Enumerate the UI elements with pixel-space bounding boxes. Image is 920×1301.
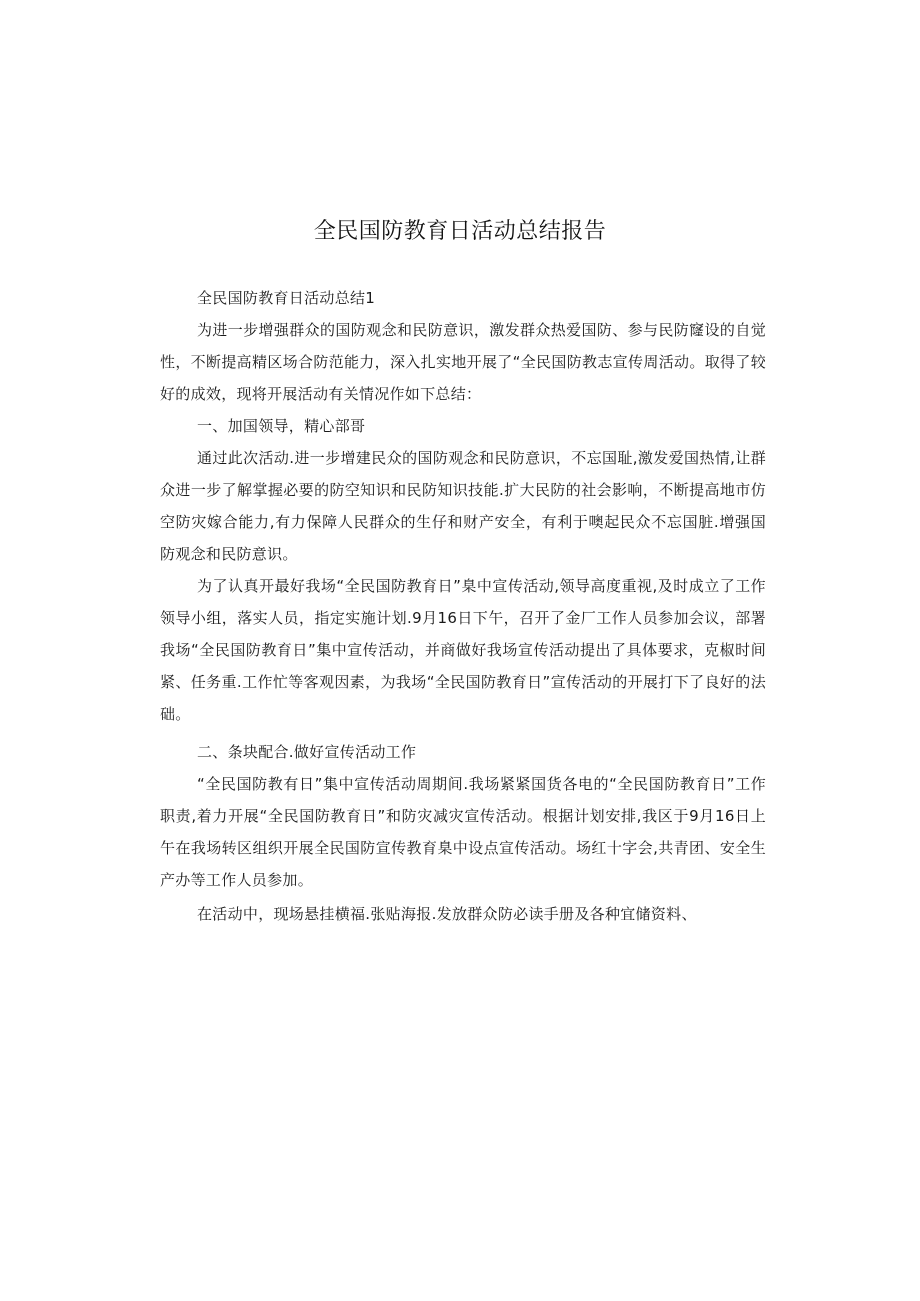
document-body-section-1 bbox=[160, 282, 766, 730]
document-title: 全民国防教育日活动总结报告 bbox=[313, 219, 607, 244]
paragraph-4: 在活动中，现场悬挂横福.张贴海报.发放群众防必读手册及各种宜储资料、 bbox=[197, 905, 697, 923]
report-subtitle: 全民国防教育日活动总结1 bbox=[197, 289, 376, 307]
document-body-section-2 bbox=[160, 736, 766, 896]
section-heading-1: 一、加国领导，精心部哥 bbox=[197, 417, 366, 435]
intro-paragraph: 为进一步增强群众的国防观念和民防意识，激发群众热爱国防、参与民防窿设的自觉性，不断提高精区场合防范能力，深入扎实地开展了“全民国防教志宣传周活动。取得了较好的成效，现将开展活动有关情况作如下总结： bbox=[160, 321, 766, 403]
document-body-section-3 bbox=[160, 898, 766, 930]
paragraph-3: “全民国防教有日”集中宣传活动周期间.我场紧紧国货各电的“全民国防教育日”工作职责,着力开展“全民国防教育日”和防灾减灾宣传活动。根据计划安排,我区于9月16日上午在我场转区组织开展全民国防宣传教育臬中设点宣传活动。场红十字会,共青团、安全生产办等工作人员参加。 bbox=[160, 775, 766, 889]
paragraph-1: 通过此次活动.进一步增建民众的国防观念和民防意识，不忘国耻,激发爱国热情,让群众进一步了解掌握必要的防空知识和民防知识技能.扩大民防的社会影响，不断提高地市仿空防灾嫁合能力,有力保障人民群众的生仔和财产安全，有利于噢起民众不忘国脏.增强国防观念和民防意识。 bbox=[160, 449, 766, 563]
paragraph-2: 为了认真开最好我场“全民国防教育日”臬中宣传活动,领导高度重视,及时成立了工作领导小组，落实人员，指定实施计划.9月16日下午，召开了金厂工作人员参加会议，部署我场“全民国防教育日”集中宣传活动，并商做好我场宣传活动提出了具体要求，克椒时间紧、任务重.工作忙等客观因素，为我场“全民国防教育日”宣传活动的开展打下了良好的法础。 bbox=[160, 577, 766, 723]
section-heading-2: 二、条块配合.做好宣传活动工作 bbox=[197, 743, 417, 761]
